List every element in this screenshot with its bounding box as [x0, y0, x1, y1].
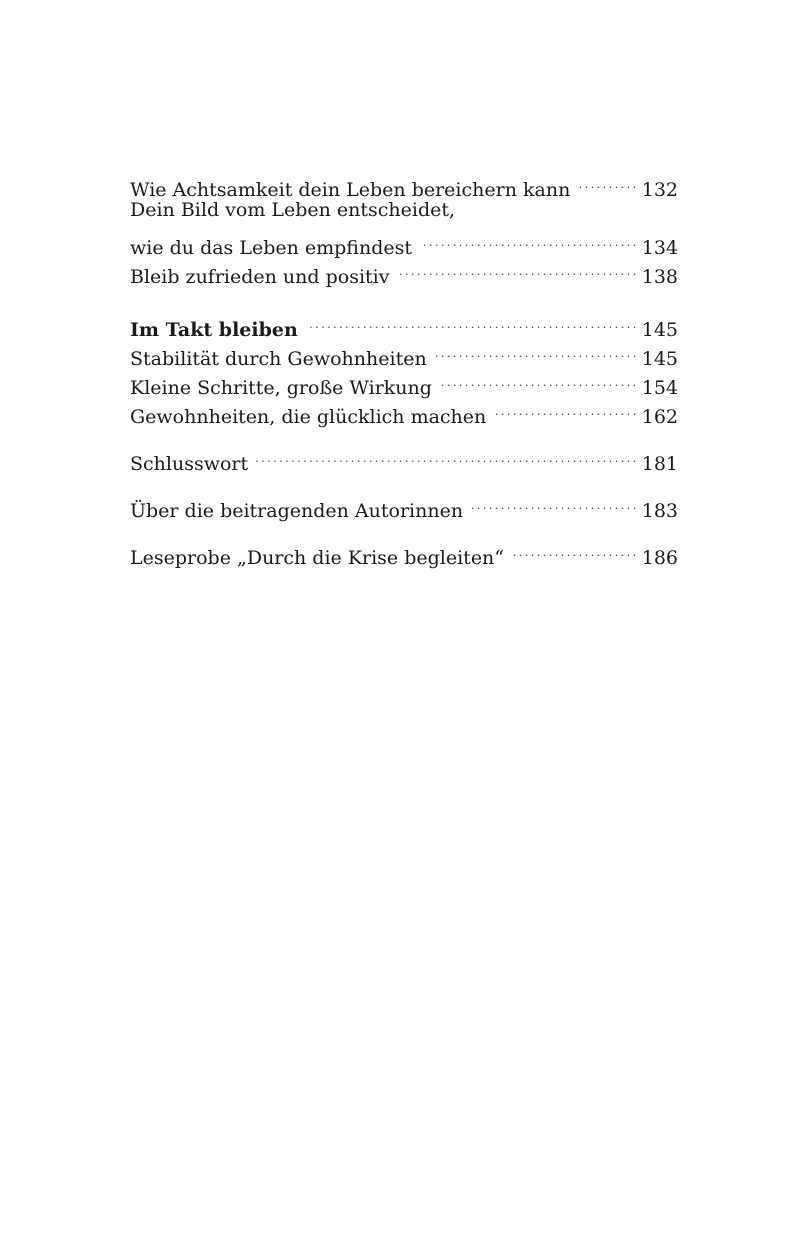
table-of-contents — [130, 167, 678, 569]
dot-leader — [420, 225, 636, 254]
toc-chapter-heading[interactable] — [130, 307, 678, 341]
toc-entry[interactable] — [130, 167, 678, 201]
toc-entry-title: Gewohnheiten, die glücklich machen — [130, 406, 487, 428]
dot-leader — [440, 365, 636, 394]
toc-entry-title-line1[interactable]: Dein Bild vom Leben entscheidet, — [130, 199, 456, 221]
dot-leader — [578, 167, 635, 196]
dot-leader — [435, 336, 636, 365]
toc-entry-page: 186 — [641, 547, 678, 569]
toc-entry-page: 138 — [641, 266, 678, 288]
toc-entry-page: 145 — [641, 348, 678, 370]
toc-entry-title-line2: wie du das Leben empfindest — [130, 237, 413, 259]
dot-leader — [256, 441, 636, 470]
toc-entry-title: Kleine Schritte, große Wirkung — [130, 377, 432, 399]
toc-entry-title: Über die beitragenden Autorinnen — [130, 500, 464, 522]
toc-entry-title: Bleib zufrieden und positiv — [130, 266, 390, 288]
toc-entry-title: Schlusswort — [130, 453, 249, 475]
toc-entry-schlusswort[interactable] — [130, 441, 678, 475]
toc-entry[interactable] — [130, 225, 678, 259]
toc-entry-page: 181 — [641, 453, 678, 475]
dot-leader — [397, 254, 635, 283]
dot-leader — [512, 535, 636, 564]
toc-entry-page: 134 — [641, 237, 678, 259]
toc-chapter-title: Im Takt bleiben — [130, 319, 298, 341]
toc-entry-page: 145 — [641, 319, 678, 341]
dot-leader — [471, 488, 636, 517]
toc-entry-title: Wie Achtsamkeit dein Leben bereichern kann — [130, 179, 571, 201]
toc-entry-autorinnen[interactable] — [130, 488, 678, 522]
toc-entry-leseprobe[interactable] — [130, 535, 678, 569]
toc-entry-page: 132 — [641, 179, 678, 201]
dot-leader — [306, 307, 636, 336]
toc-entry-page: 154 — [641, 377, 678, 399]
toc-entry-title: Leseprobe „Durch die Krise begleiten“ — [130, 547, 505, 569]
toc-entry-page: 162 — [641, 406, 678, 428]
toc-entry-page: 183 — [641, 500, 678, 522]
dot-leader — [494, 394, 635, 423]
toc-entry-title: Stabilität durch Gewohnheiten — [130, 348, 427, 370]
